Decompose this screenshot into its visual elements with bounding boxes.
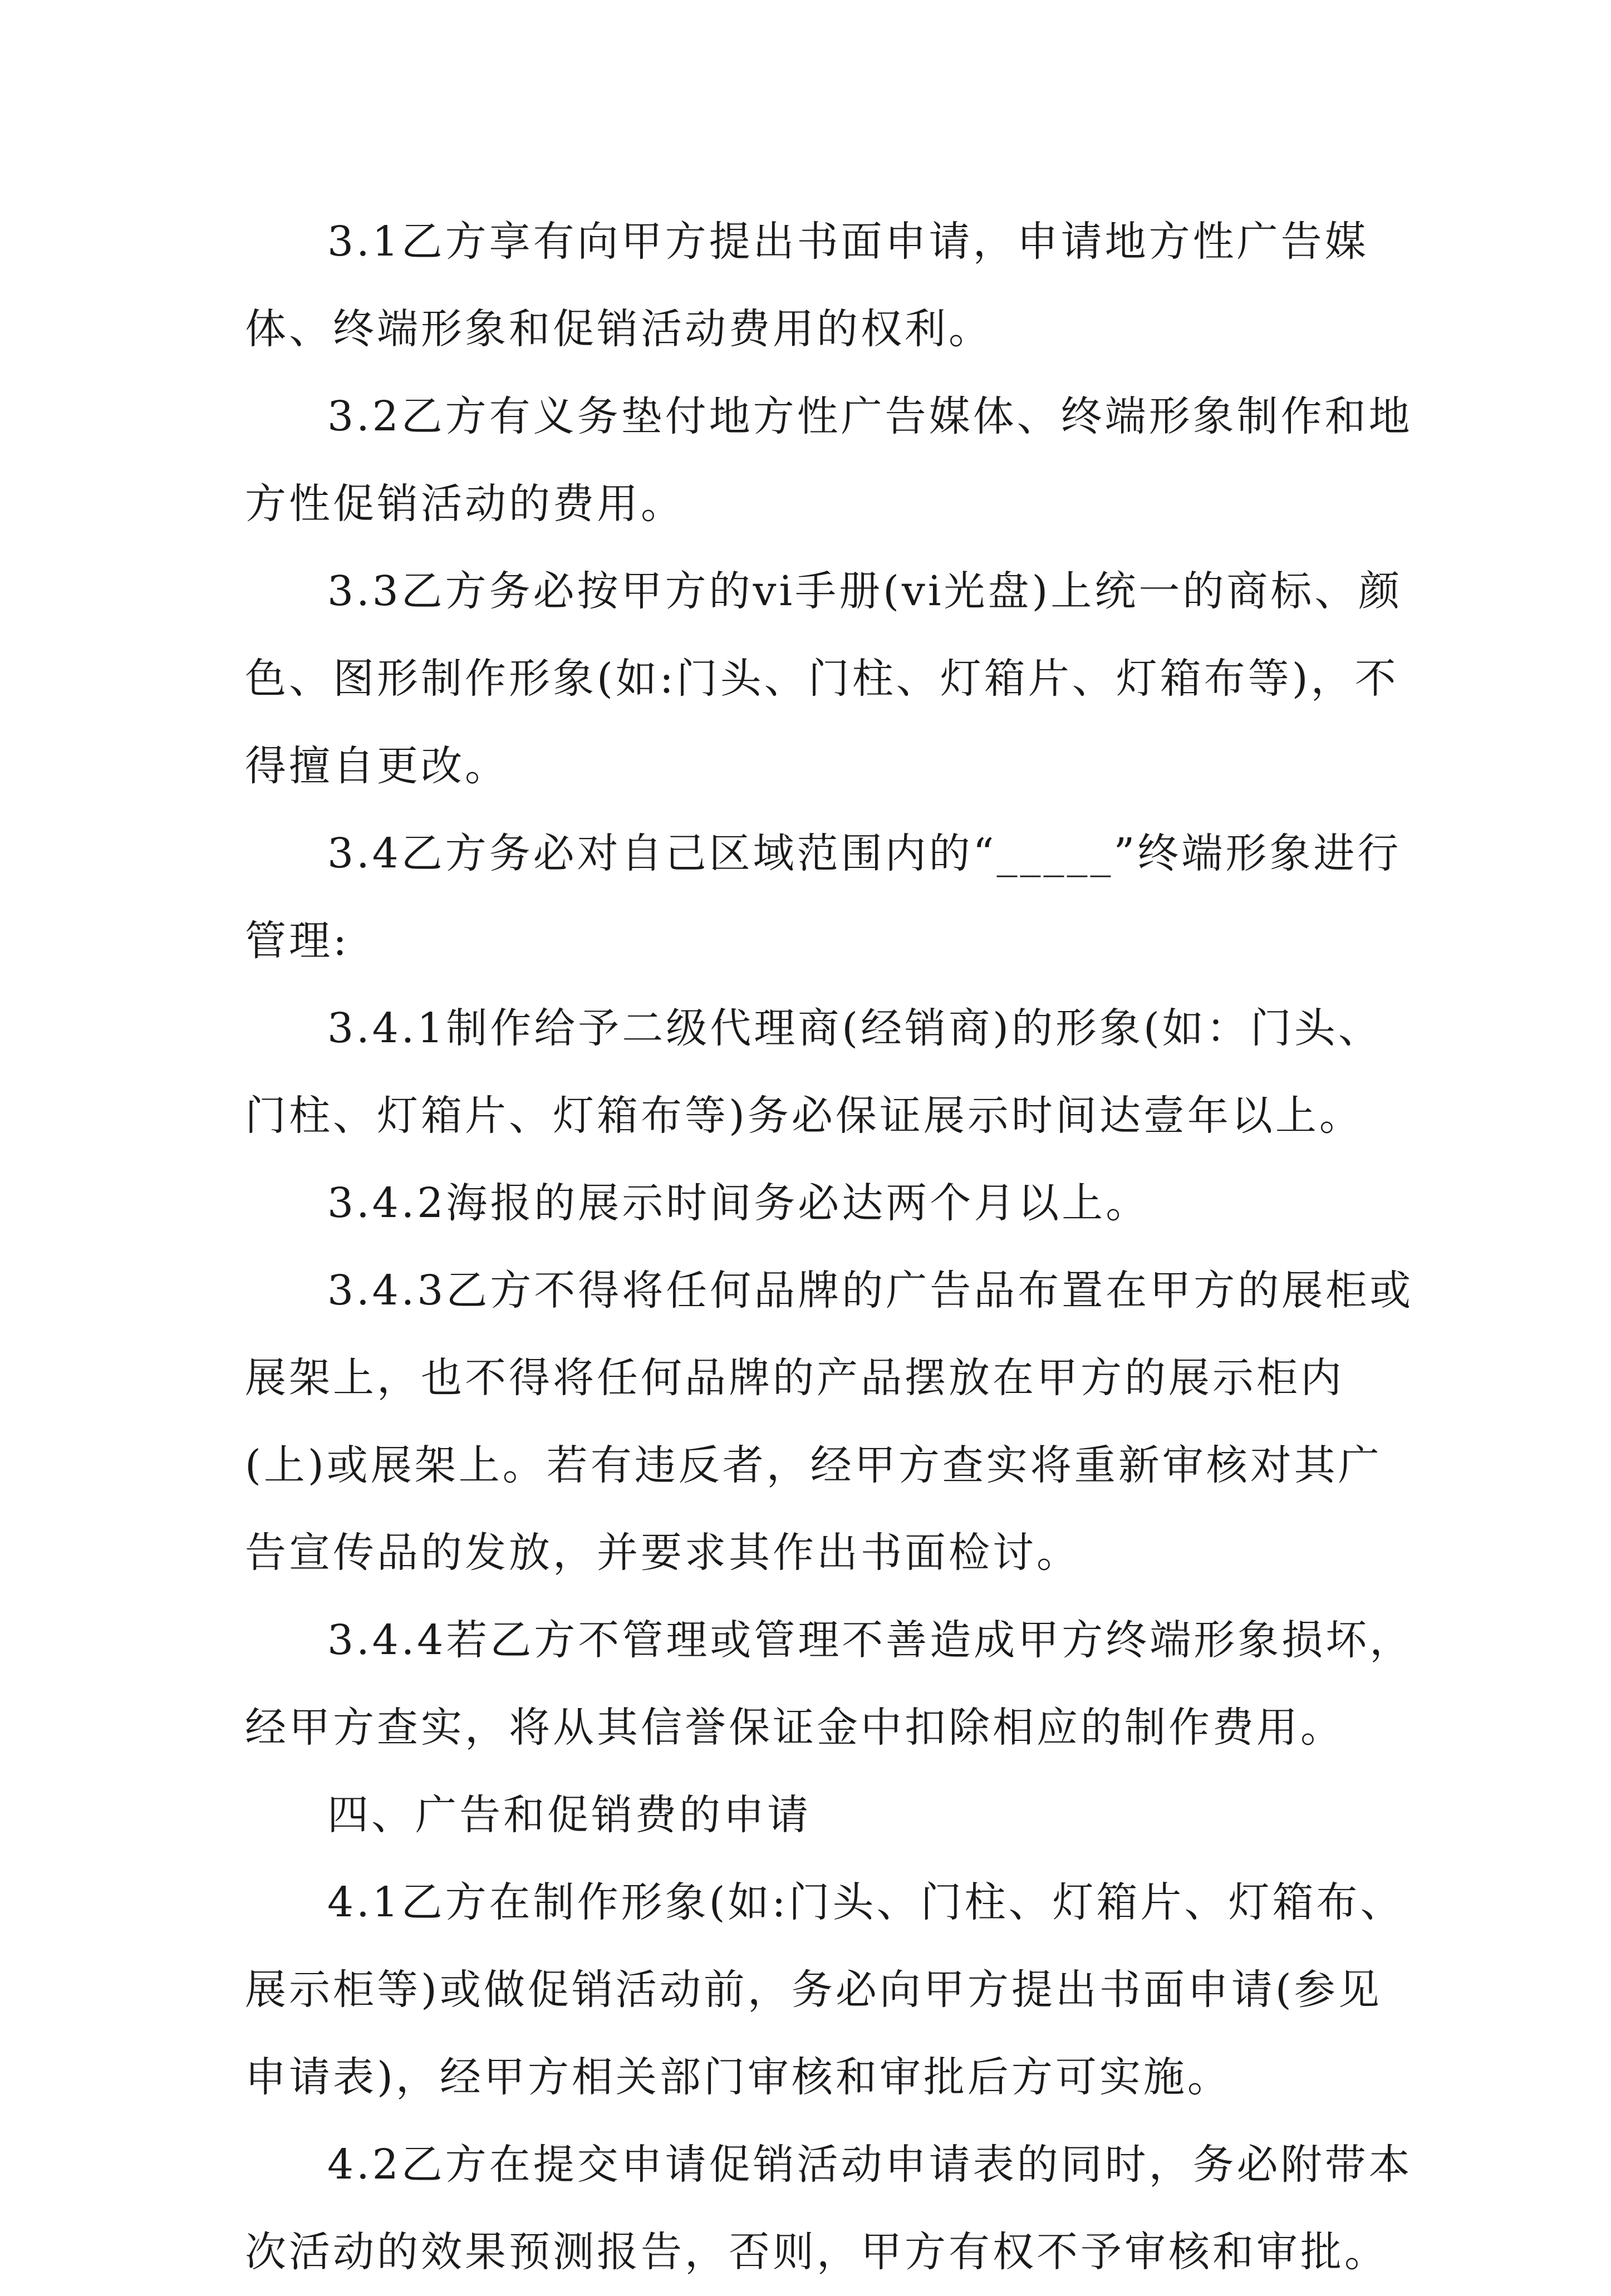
document-body bbox=[245, 198, 1414, 2296]
paragraph-3-2: 3.2乙方有义务垫付地方性广告媒体、终端形象制作和地方性促销活动的费用。 bbox=[245, 393, 1413, 528]
paragraph-3-4-2: 3.4.2海报的展示时间务必达两个月以上。 bbox=[327, 1179, 1150, 1227]
paragraph-4-1: 4.1乙方在制作形象(如:门头、门柱、灯箱片、灯箱布、展示柜等)或做促销活动前，务必向甲方提出书面申请(参见申请表)，经甲方相关部门审核和审批后方可实施。 bbox=[245, 1878, 1404, 2101]
paragraph-3-1: 3.1乙方享有向甲方提出书面申请，申请地方性广告媒体、终端形象和促销活动费用的权利。 bbox=[245, 218, 1369, 353]
section-heading-4: 四、广告和促销费的申请 bbox=[327, 1791, 811, 1839]
paragraph-3-4-3: 3.4.3乙方不得将任何品牌的广告品布置在甲方的展柜或展架上，也不得将任何品牌的产品摆放在甲方的展示柜内(上)或展架上。若有违反者，经甲方查实将重新审核对其广告宣传品的发放，并要求其作出书面检讨。 bbox=[245, 1267, 1414, 1577]
paragraph-3-4-4: 3.4.4若乙方不管理或管理不善造成甲方终端形象损坏，经甲方查实，将从其信誉保证金中扣除相应的制作费用。 bbox=[245, 1616, 1414, 1752]
paragraph-4-2: 4.2乙方在提交申请促销活动申请表的同时，务必附带本次活动的效果预测报告，否则，甲方有权不予审核和审批。 bbox=[245, 2141, 1413, 2276]
paragraph-3-3: 3.3乙方务必按甲方的vi手册(vi光盘)上统一的商标、颜色、图形制作形象(如:门头、门柱、灯箱片、灯箱布等)，不得擅自更改。 bbox=[245, 567, 1403, 790]
paragraph-3-4: 3.4乙方务必对自己区域范围内的“_____”终端形象进行管理: bbox=[245, 830, 1402, 965]
paragraph-3-4-1: 3.4.1制作给予二级代理商(经销商)的形象(如：门头、门柱、灯箱片、灯箱布等)务必保证展示时间达壹年以上。 bbox=[245, 1004, 1382, 1140]
